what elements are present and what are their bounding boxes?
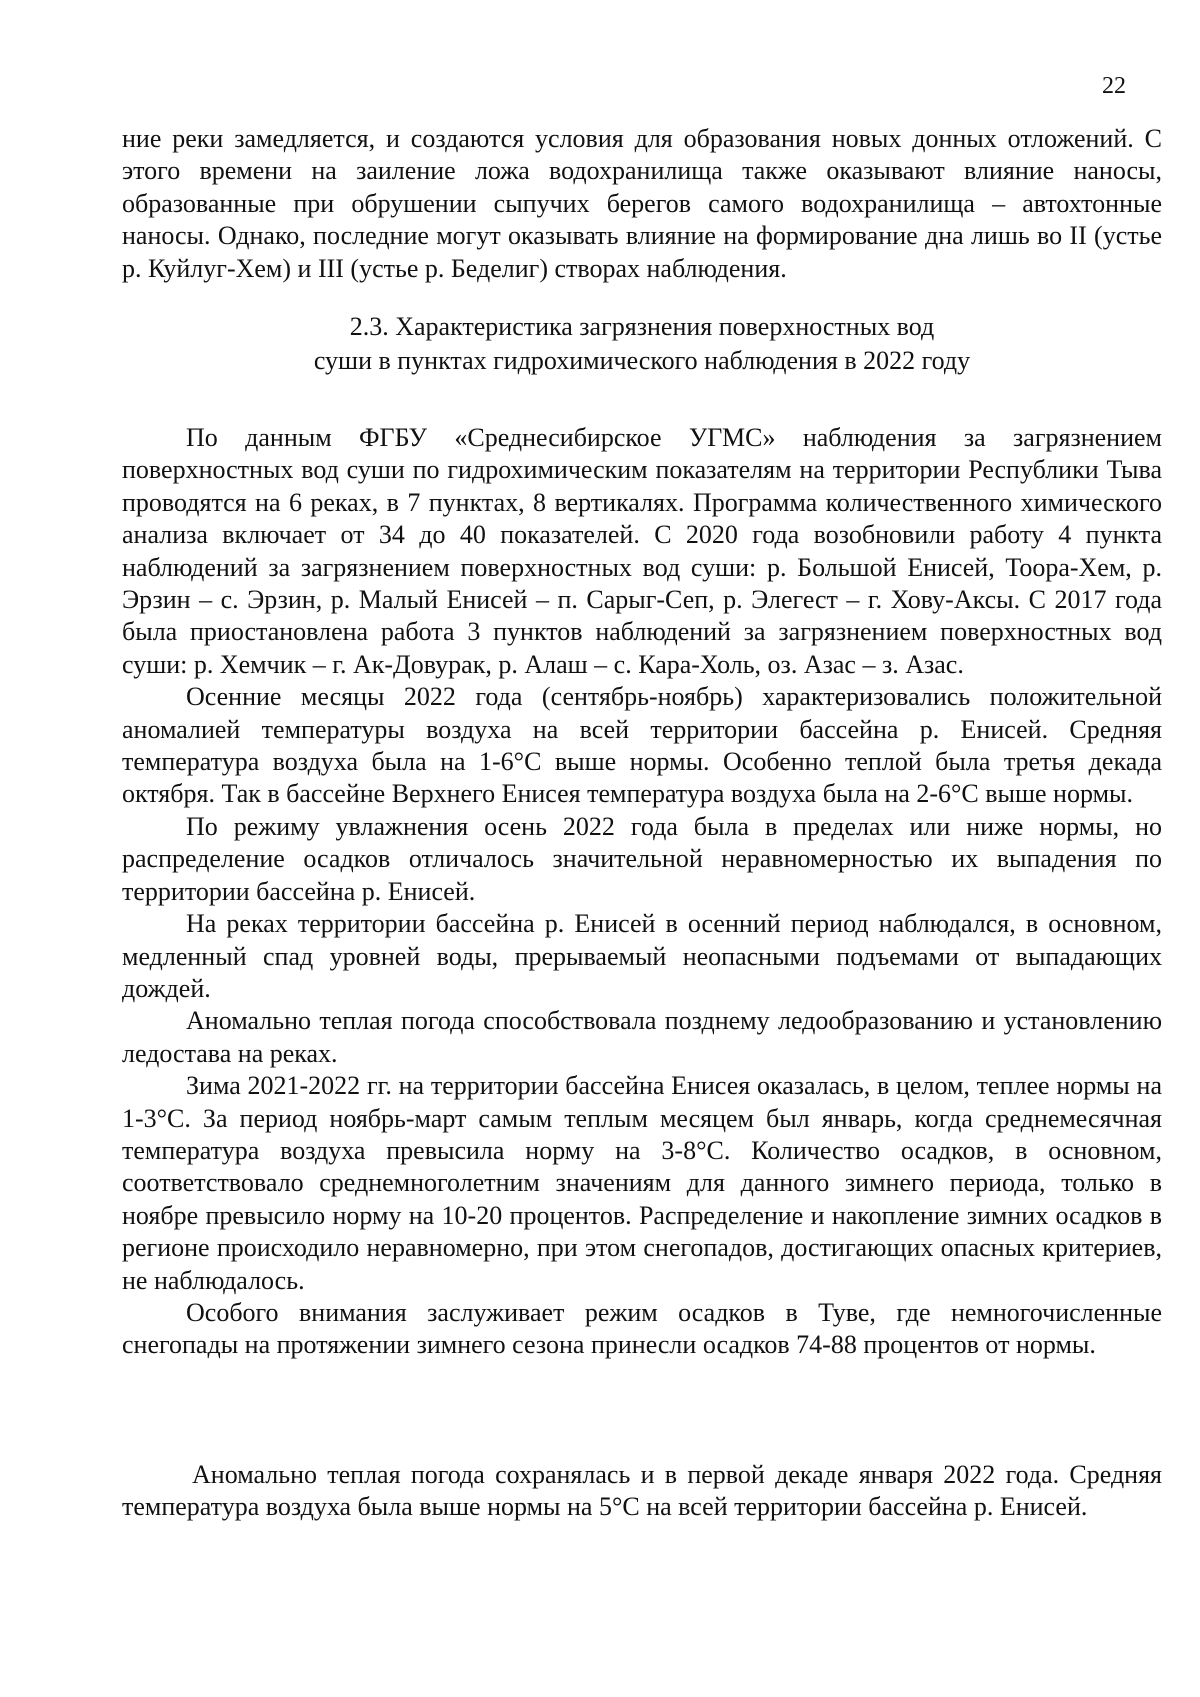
page-number: 22 [1102, 73, 1126, 99]
paragraph-autumn-temperature: Осенние месяцы 2022 года (сентябрь-ноябрь) характеризовались положительной аномалией температуры воздуха на всей территории бассейна р. Енисей. Средняя температура воздуха была на 1-6°С выше нормы. Особенно теплой была третья декада октября. Так в бассейне Верхнего Енисея температура воздуха была на 2-6°С выше нормы. [122, 682, 1162, 809]
paragraph-autumn-precipitation: По режиму увлажнения осень 2022 года была в пределах или ниже нормы, но распределение осадков отличалось значительной неравномерностью их выпадения по территории бассейна р. Енисей. [122, 811, 1162, 906]
section-body [122, 422, 1162, 1362]
section-heading [122, 310, 1162, 378]
paragraph-observations: По данным ФГБУ «Среднесибирское УГМС» наблюдения за загрязнением поверхностных вод суши по гидрохимическим показателям на территории Республики Тыва проводятся на 6 реках, в 7 пунктах, 8 вертикалях. Программа количественного химического анализа включает от 34 до 40 показателей. С 2020 года возобновили работу 4 пункта наблюдений за загрязнением поверхностных вод суши: р. Большой Енисей, Тоора-Хем, р. Эрзин – с. Эрзин, р. Малый Енисей – п. Сарыг-Сеп, р. Элегест – г. Хову-Аксы. С 2017 года была приостановлена работа 3 пунктов наблюдений за загрязнением поверхностных вод суши: р. Хемчик – г. Ак-Довурак, р. Алаш – с. Кара-Холь, оз. Азас – з. Азас. [122, 423, 1162, 679]
paragraph-water-levels: На реках территории бассейна р. Енисей в осенний период наблюдался, в основном, медленный спад уровней воды, прерываемый неопасными подъемами от выпадающих дождей. [122, 909, 1162, 1003]
section-heading-line-1: 2.3. Характеристика загрязнения поверхностных вод [349, 312, 935, 341]
paragraph-winter: Зима 2021-2022 гг. на территории бассейна Енисея оказалась, в целом, теплее нормы на 1-3°С. За период ноябрь-март самым теплым месяцем был январь, когда среднемесячная температура воздуха превысила норму на 3-8°С. Количество осадков, в основном, соответствовало среднемноголетним значениям для данного зимнего периода, только в ноябре превысило норму на 10-20 процентов. Распределение и накопление зимних осадков в регионе происходило неравномерно, при этом снегопадов, достигающих опасных критериев, не наблюдалось. [122, 1071, 1162, 1295]
intro-paragraph: ние реки замедляется, и создаются условия для образования новых донных отложений. С этого времени на заиление ложа водохранилища также оказывают влияние наносы, образованные при обрушении сыпучих берегов самого водохранилища – автохтонные наносы. Однако, последние могут оказывать влияние на формирование дна лишь во II (устье р. Куйлуг-Хем) и III (устье р. Беделиг) створах наблюдения. [122, 124, 1162, 283]
section-heading-line-2: суши в пунктах гидрохимического наблюдения в 2022 году [313, 346, 971, 375]
intro-block [122, 123, 1162, 285]
paragraph-tuva-precipitation: Особого внимания заслуживает режим осадков в Туве, где немногочисленные снегопады на протяжении зимнего сезона принесли осадков 74-88 процентов от нормы. [122, 1297, 1162, 1360]
paragraph-january: Аномально теплая погода сохранялась и в первой декаде января 2022 года. Средняя температура воздуха была выше нормы на 5°С на всей территории бассейна р. Енисей. [122, 1460, 1162, 1522]
paragraph-ice-formation: Аномально теплая погода способствовала позднему ледообразованию и установлению ледостава на реках. [122, 1006, 1162, 1068]
closing-block [122, 1459, 1162, 1524]
